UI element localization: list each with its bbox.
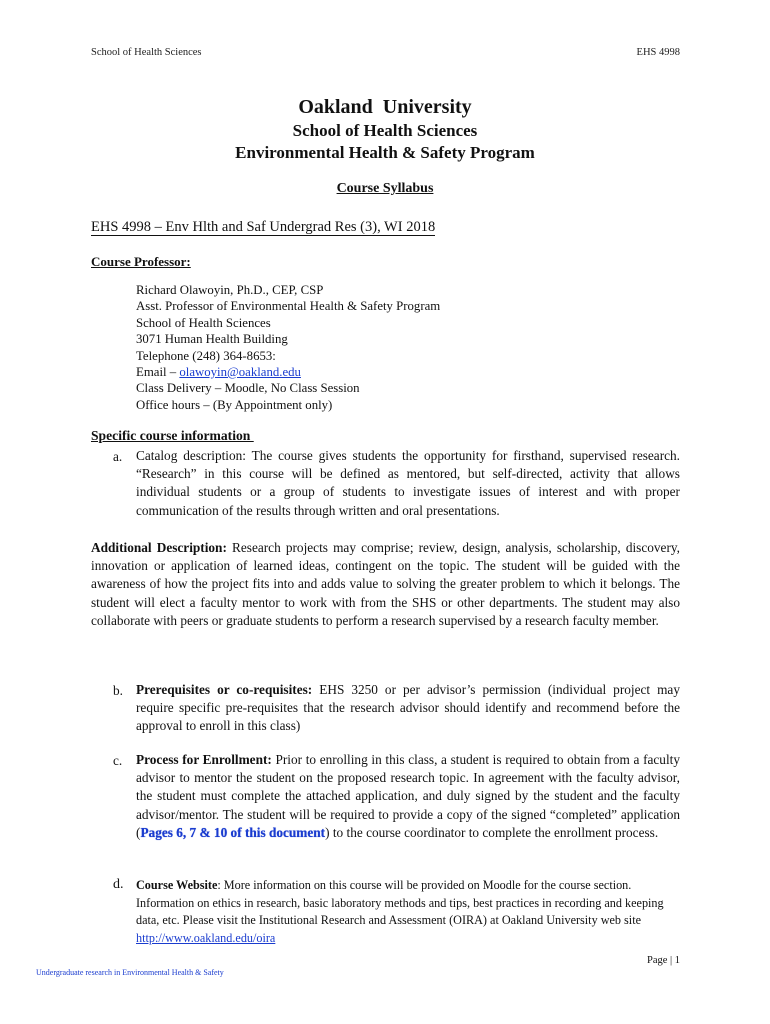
prerequisites: Prerequisites or co-requisites: EHS 3250 or per advisor’s permission (individual project may require specific pre-requisites that the research advisor should identify and recommend before the approval to enroll in this class)	[136, 682, 680, 734]
item-c-marker: c.	[113, 753, 123, 768]
professor-building: 3071 Human Health Building	[136, 332, 288, 347]
item-a-marker: a.	[113, 449, 123, 464]
professor-heading: Course Professor:	[91, 254, 191, 269]
item-b-marker: b.	[113, 683, 123, 698]
catalog-description: Catalog description: The course gives students the opportunity for firsthand, supervised research. “Research” in this course will be defined as mentored, but self-directed, activity that allows individual students or a group of students to investigate issues of interest and with proper communication of the results through written and oral presentations.	[136, 448, 680, 518]
professor-email-line: Email – olawoyin@oakland.edu	[136, 365, 301, 380]
email-link[interactable]: olawoyin@oakland.edu	[179, 365, 301, 380]
course-line: EHS 4998 – Env Hlth and Saf Undergrad Res (3), WI 2018	[91, 219, 436, 235]
oira-link[interactable]: http://www.oakland.edu/oira	[136, 930, 276, 945]
course-website: Course Website: More information on this course will be provided on Moodle for the course section. Information on ethics in research, basic laboratory methods and tips, best practices in recording and keeping data, etc. Please visit the Institutional Research and Assessment (OIRA) at Oakland University web site http://www.oakland.edu/oira	[136, 878, 664, 945]
class-delivery: Class Delivery – Moodle, No Class Session	[136, 381, 360, 396]
enrollment-process: Process for Enrollment: Prior to enrolling in this class, a student is required to obtain from a faculty advisor to mentor the student on the proposed research topic. In agreement with the faculty advisor, the student must complete the attached application, and duly signed by the student and the faculty advisor/mentor. The student will be required to provide a copy of the signed “completed” application (Pages 6, 7 & 10 of this document) to the course coordinator to complete the enrollment process.	[136, 752, 680, 840]
pages-reference: Pages 6, 7 & 10 of this document	[140, 824, 326, 840]
page-number: Page | 1	[646, 955, 680, 966]
school-title: School of Health Sciences	[292, 121, 478, 140]
professor-telephone: Telephone (248) 364-8653:	[136, 348, 276, 363]
footer-text: Undergraduate research in Environmental Health & Safety	[36, 968, 224, 977]
professor-info	[136, 282, 440, 413]
professor-name: Richard Olawoyin, Ph.D., CEP, CSP	[136, 283, 324, 297]
professor-title: Asst. Professor of Environmental Health & Safety Program	[136, 299, 441, 314]
item-d-marker: d.	[113, 877, 124, 892]
additional-description: Additional Description: Research projects may comprise; review, design, analysis, scholarship, discovery, innovation or application of learned ideas, contingent on the topic. The student will be guided with the awareness of how the project fits into and adds value to solving the greater problem to which it belongs. The student will elect a faculty mentor to work with from the SHS or other departments. The student may also collaborate with peers or graduate students to perform a research supervised by a research faculty member.	[91, 540, 680, 628]
specific-info-heading: Specific course information	[91, 428, 254, 443]
running-header-right: EHS 4998	[636, 47, 680, 58]
professor-school: School of Health Sciences	[136, 315, 271, 330]
university-title: Oakland University	[298, 96, 472, 118]
running-header-left: School of Health Sciences	[91, 47, 202, 58]
office-hours: Office hours – (By Appointment only)	[136, 397, 333, 412]
syllabus-heading: Course Syllabus	[336, 181, 434, 196]
program-title: Environmental Health & Safety Program	[235, 143, 535, 162]
